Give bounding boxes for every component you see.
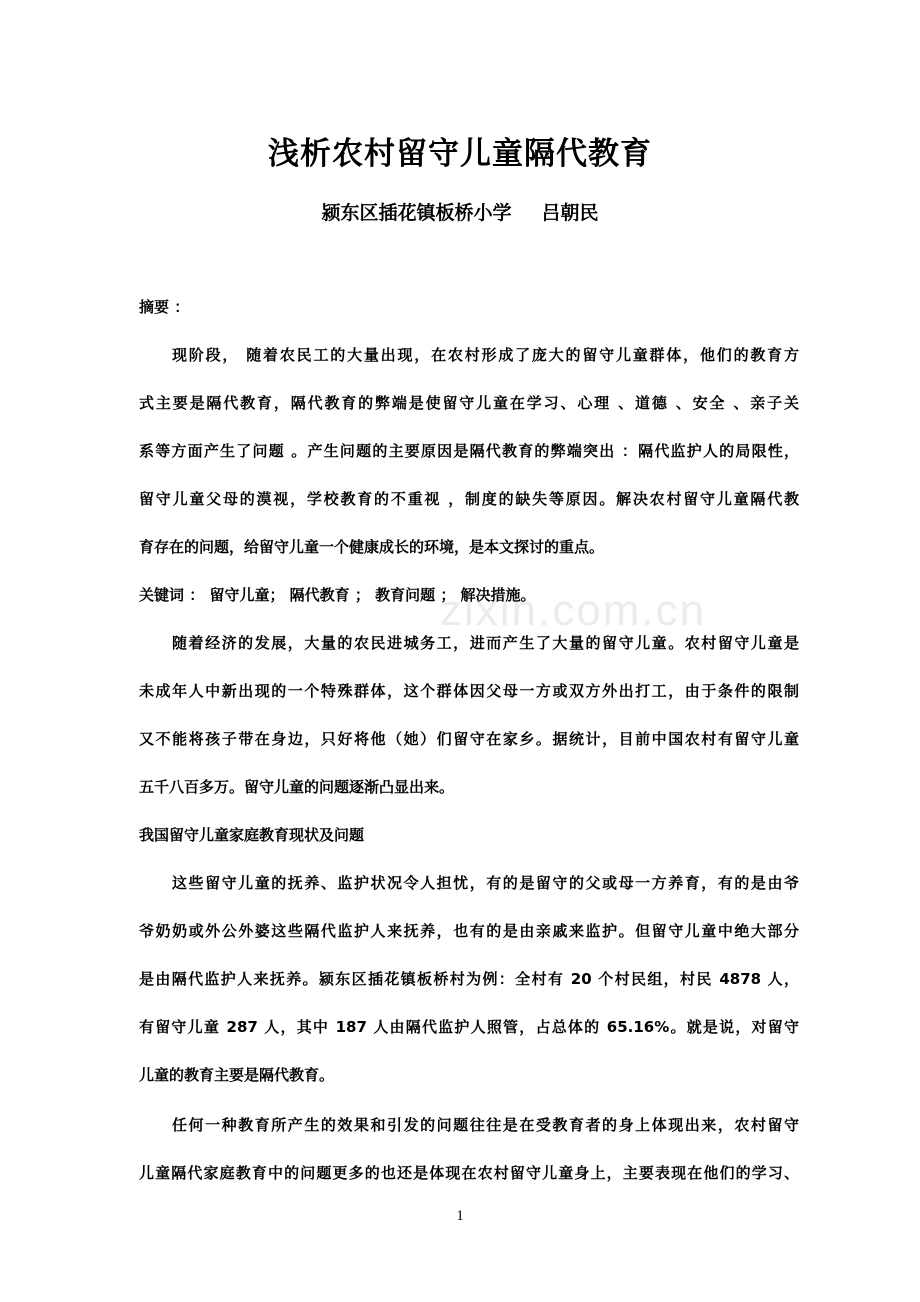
body-line: 儿童的教育主要是隔代教育。 bbox=[139, 1066, 335, 1084]
author-school: 颍东区插花镇板桥小学 bbox=[321, 202, 512, 224]
author-name: 吕朝民 bbox=[541, 202, 599, 224]
body-line: 儿童隔代家庭教育中的问题更多的也还是体现在农村留守儿童身上，主要表现在他们的学习、 bbox=[139, 1164, 799, 1182]
watermark: zixin.com.cn bbox=[440, 586, 707, 635]
document-title: 浅析农村留守儿童隔代教育 bbox=[268, 136, 652, 172]
author-line bbox=[0, 198, 920, 225]
section-heading: 我国留守儿童家庭教育现状及问题 bbox=[139, 826, 365, 844]
body-line: 是由隔代监护人来抚养。颍东区插花镇板桥村为例：全村有 20 个村民组，村民 4878 人， bbox=[139, 970, 799, 988]
body-line: 这些留守儿童的抚养、监护状况令人担忧，有的是留守的父或母一方养育，有的是由爷 bbox=[172, 874, 799, 892]
abstract-line: 现阶段， 随着农民工的大量出现，在农村形成了庞大的留守儿童群体，他们的教育方 bbox=[172, 346, 799, 364]
abstract-line: 系等方面产生了问题 。产生问题的主要原因是隔代教育的弊端突出 ：隔代监护人的局限性， bbox=[139, 442, 799, 460]
keywords-line: 关键词 ： 留守儿童； 隔代教育 ； 教育问题 ； 解决措施。 bbox=[139, 586, 536, 604]
body-line: 爷奶奶或外公外婆这些隔代监护人来抚养，也有的是由亲戚来监护。但留守儿童中绝大部分 bbox=[139, 922, 799, 940]
body-line: 又不能将孩子带在身边，只好将他（她）们留守在家乡。据统计，目前中国农村有留守儿童 bbox=[139, 730, 799, 748]
body-line: 有留守儿童 287 人，其中 187 人由隔代监护人照管，占总体的 65.16%。就是说，对留守 bbox=[139, 1018, 799, 1036]
body-line: 未成年人中新出现的一个特殊群体，这个群体因父母一方或双方外出打工，由于条件的限制 bbox=[139, 682, 799, 700]
body-line: 五千八百多万。留守儿童的问题逐渐凸显出来。 bbox=[139, 778, 455, 796]
page-number: 1 bbox=[456, 1208, 464, 1224]
body-line: 随着经济的发展，大量的农民进城务工，进而产生了大量的留守儿童。农村留守儿童是 bbox=[172, 634, 799, 652]
abstract-label: 摘要 ： bbox=[139, 298, 190, 316]
abstract-line: 式主要是隔代教育，隔代教育的弊端是使留守儿童在学习、心理 、道德 、安全 、亲子关 bbox=[139, 394, 799, 412]
abstract-line: 育存在的问题，给留守儿童一个健康成长的环境，是本文探讨的重点。 bbox=[139, 538, 605, 556]
body-line: 任何一种教育所产生的效果和引发的问题往往是在受教育者的身上体现出来，农村留守 bbox=[172, 1116, 799, 1134]
abstract-line: 留守儿童父母的漠视，学校教育的不重视 ，制度的缺失等原因。解决农村留守儿童隔代教 bbox=[139, 490, 799, 508]
